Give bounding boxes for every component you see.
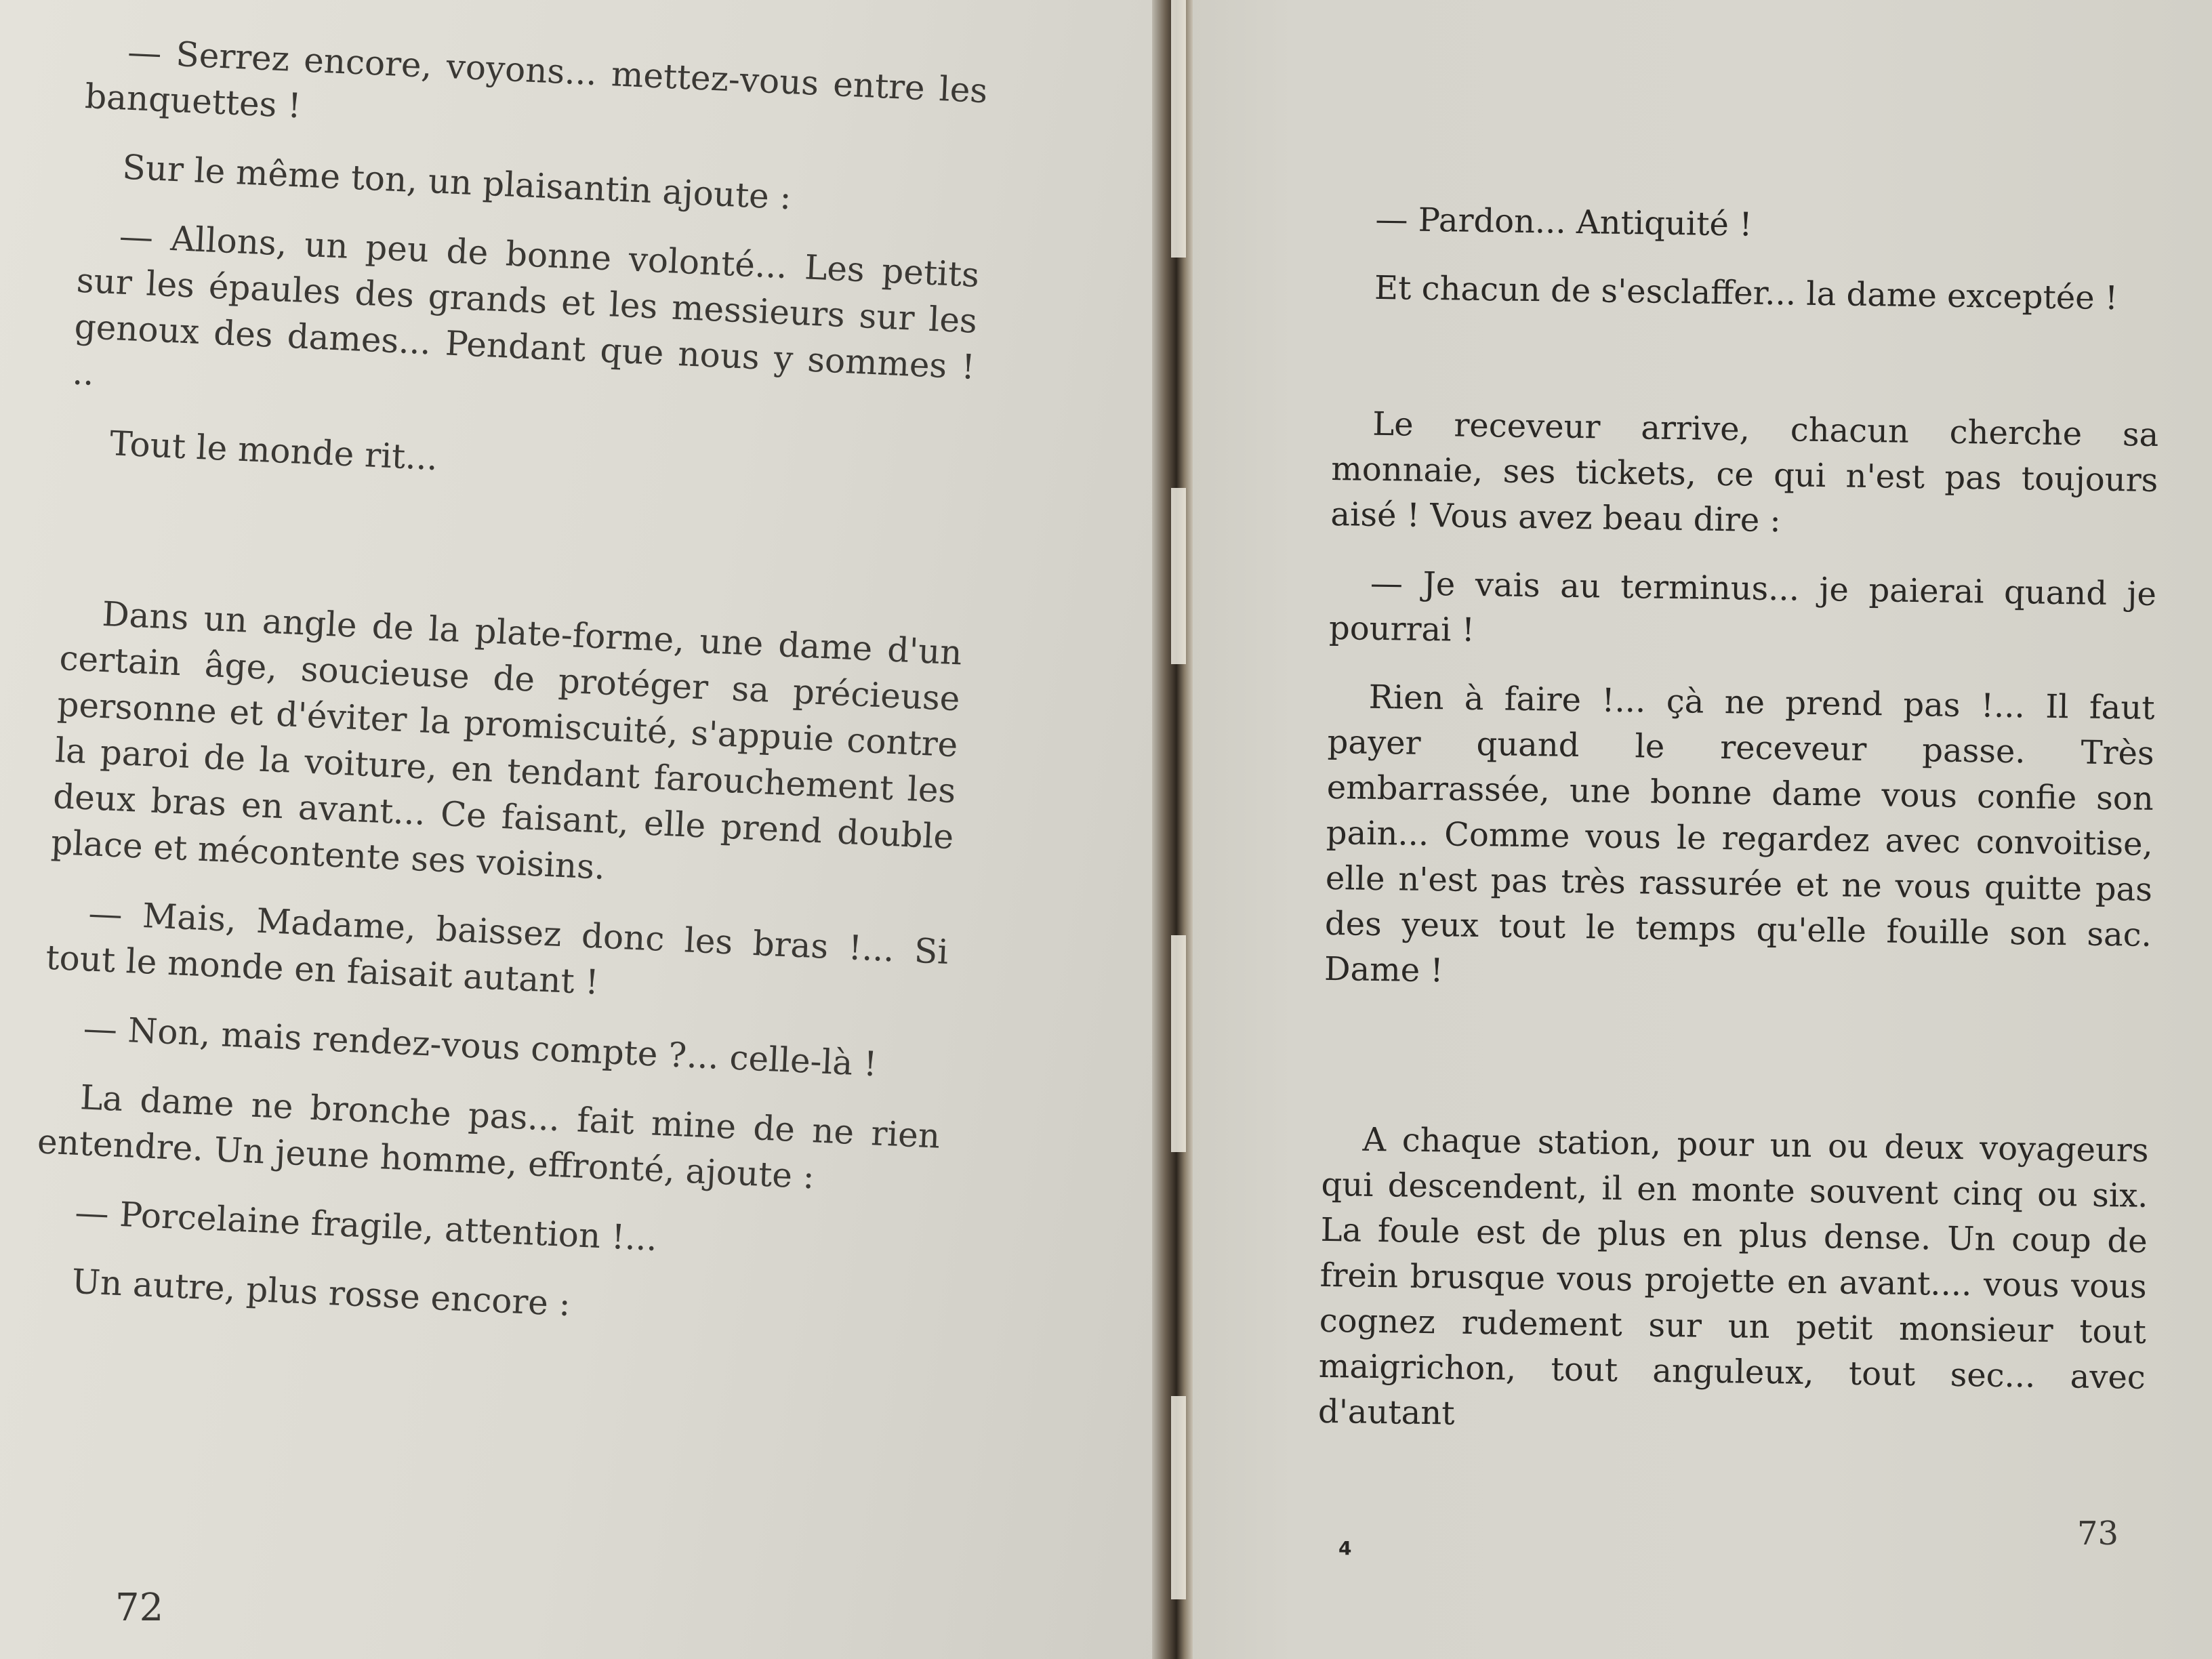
paragraph: — Pardon... Antiquité !: [1375, 200, 1753, 244]
paragraph: A chaque station, pour un ou deux voyageurs qui descendent, il en monte souvent cinq ou six. La foule est de plus en plus dense. Un coup de frein brusque vous projette en avant.... vous vous cognez rudement sur un petit monsieur tout maigrichon, tout anguleux, tout sec... avec d'autant: [1317, 1120, 2149, 1433]
paragraph: — Porcelaine fragile, attention !...: [74, 1192, 659, 1258]
signature-mark: 4: [1338, 1537, 1352, 1559]
spine-crack: [1171, 488, 1186, 664]
page-number-right: 73: [2077, 1515, 2119, 1553]
section-break: [1322, 1015, 2150, 1128]
paragraph: Sur le même ton, un plaisantin ajoute :: [121, 147, 792, 218]
paragraph: La dame ne bronche pas... fait mine de ne rien entendre. Un jeune homme, effronté, ajoute :: [37, 1078, 941, 1197]
spine-crack: [1171, 1396, 1186, 1599]
paragraph: Dans un angle de la plate-forme, une dame d'un certain âge, soucieuse de protéger sa précieuse personne et d'éviter la promiscuité, s'appuie contre la paroi de la voiture, en tendant farouchement les deux bras en avant... Ce faisant, elle prend double place et mécontente ses voisins.: [50, 594, 963, 887]
spine-crack: [1171, 935, 1186, 1152]
paragraph: — Allons, un peu de bonne volonté... Les petits sur les épaules des grands et les messieurs sur les genoux des dames... Pendant que nous y sommes ! ..: [71, 216, 981, 393]
paragraph: — Serrez encore, voyons... mettez-vous entre les banquettes !: [84, 32, 989, 126]
left-page-text: [29, 27, 989, 1366]
paragraph: — Mais, Madame, baissez donc les bras !... Si tout le monde en faisait autant !: [45, 893, 949, 1002]
paragraph: Un autre, plus rosse encore :: [70, 1261, 571, 1324]
paragraph: — Je vais au terminus... je paierai quand je pourrai !: [1328, 564, 2157, 649]
page-number-left: 72: [115, 1586, 164, 1630]
paragraph: — Non, mais rendez-vous compte ?... celle-là !: [82, 1008, 878, 1084]
right-page-text: [1317, 197, 2162, 1469]
right-page: [1193, 0, 2212, 1659]
paragraph: Tout le monde rit...: [108, 424, 439, 478]
spine-crack: [1171, 0, 1186, 258]
paragraph: Rien à faire !... çà ne prend pas !... Il faut payer quand le receveur passe. Très embarrassée, une bonne dame vous confie son pain... Comme vous le regardez avec convoitise, elle n'est pas très rassurée et ne vous quitte pas des yeux tout le temps qu'elle fouille son sac. Dame !: [1324, 678, 2155, 990]
section-break: [1332, 333, 2160, 413]
paragraph: Le receveur arrive, chacun cherche sa monnaie, ses tickets, ce qui n'est pas toujours aisé ! Vous avez beau dire :: [1330, 405, 2159, 540]
paragraph: Et chacun de s'esclaffer... la dame exceptée !: [1374, 268, 2118, 318]
